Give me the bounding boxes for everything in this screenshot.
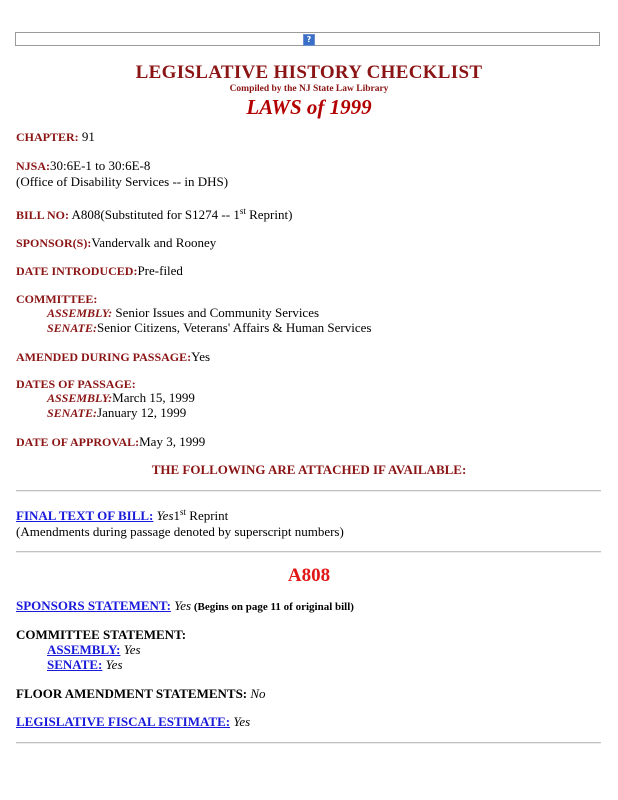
sponsors-statement-yes: Yes [170,598,192,613]
committee-senate-row [47,320,371,336]
fiscal-estimate-row [16,714,250,730]
bill-heading: A808 [287,565,331,586]
committee-assembly-label: ASSEMBLY: [47,306,113,320]
divider [16,490,601,492]
njsa-row [16,158,150,174]
floor-amendment-label: FLOOR AMENDMENT STATEMENTS: [16,686,248,701]
attached-heading: THE FOLLOWING ARE ATTACHED IF AVAILABLE: [151,462,467,477]
bill-label: BILL NO: [16,208,70,222]
floor-amendment-row [16,686,266,702]
sponsor-label: SPONSOR(S): [16,236,92,250]
fiscal-estimate-link[interactable]: LEGISLATIVE FISCAL ESTIMATE: [16,714,231,729]
bill-sup: st [239,206,246,216]
cs-assembly-row [47,642,141,658]
committee-label-text: COMMITTEE: [16,292,98,306]
final-text-row [16,508,228,524]
cs-assembly-link[interactable]: ASSEMBLY: [47,642,121,657]
njsa-note: (Office of Disability Services -- in DHS) [16,174,229,189]
bill-value: A808(Substituted for S1274 -- 1 [69,207,240,222]
amended-value: Yes [191,349,211,364]
dates-senate-label: SENATE: [47,406,98,420]
committee-assembly-row [47,305,319,321]
chapter-value: 91 [78,129,95,144]
final-text-tail: Reprint [186,508,229,523]
final-text-note: (Amendments during passage denoted by superscript numbers) [16,524,344,539]
laws-heading: LAWS of 1999 [246,95,372,119]
top-frame-bar [15,32,600,46]
page-title: LEGISLATIVE HISTORY CHECKLIST [135,62,483,83]
divider [16,742,601,744]
bill-tail: Reprint) [245,207,293,222]
dates-assembly-row [47,390,195,406]
committee-senate-label: SENATE: [47,321,98,335]
compiled-by: Compiled by the NJ State Law Library [229,84,389,94]
divider [16,551,601,553]
approval-label: DATE OF APPROVAL: [16,435,140,449]
bill-row [16,207,292,223]
cs-senate-value: Yes [102,657,123,672]
date-introduced-row [16,263,183,279]
njsa-value: 30:6E-1 to 30:6E-8 [50,158,151,173]
sponsor-row [16,235,216,251]
final-text-num: 1 [173,508,181,523]
committee-senate-value: Senior Citizens, Veterans' Affairs & Human Services [97,320,372,335]
approval-value: May 3, 1999 [139,434,206,449]
cs-senate-link[interactable]: SENATE: [47,657,103,672]
date-introduced-value: Pre-filed [137,263,183,278]
dates-senate-value: January 12, 1999 [97,405,187,420]
cs-assembly-value: Yes [120,642,141,657]
approval-row [16,434,205,450]
dates-label-text: DATES OF PASSAGE: [16,377,136,391]
final-text-sup: st [180,507,187,517]
help-icon[interactable]: ? [303,34,315,46]
dates-assembly-value: March 15, 1999 [112,390,195,405]
sponsors-statement-row [16,598,354,614]
floor-amendment-value: No [247,686,266,701]
final-text-yes: Yes [153,508,174,523]
dates-senate-row [47,405,186,421]
cs-senate-row [47,657,123,673]
fiscal-estimate-value: Yes [230,714,251,729]
final-text-link[interactable]: FINAL TEXT OF BILL: [16,508,154,523]
amended-label: AMENDED DURING PASSAGE: [16,350,192,364]
njsa-label: NJSA: [16,159,51,173]
date-introduced-label: DATE INTRODUCED: [16,264,138,278]
dates-assembly-label: ASSEMBLY: [47,391,113,405]
sponsors-statement-note: (Begins on page 11 of original bill) [191,601,354,613]
committee-assembly-value: Senior Issues and Community Services [112,305,320,320]
sponsor-value: Vandervalk and Rooney [91,235,217,250]
amended-row [16,349,210,365]
chapter-row [16,129,95,145]
committee-statement-label: COMMITTEE STATEMENT: [16,627,187,642]
sponsors-statement-link[interactable]: SPONSORS STATEMENT: [16,598,171,613]
chapter-label: CHAPTER: [16,130,79,144]
